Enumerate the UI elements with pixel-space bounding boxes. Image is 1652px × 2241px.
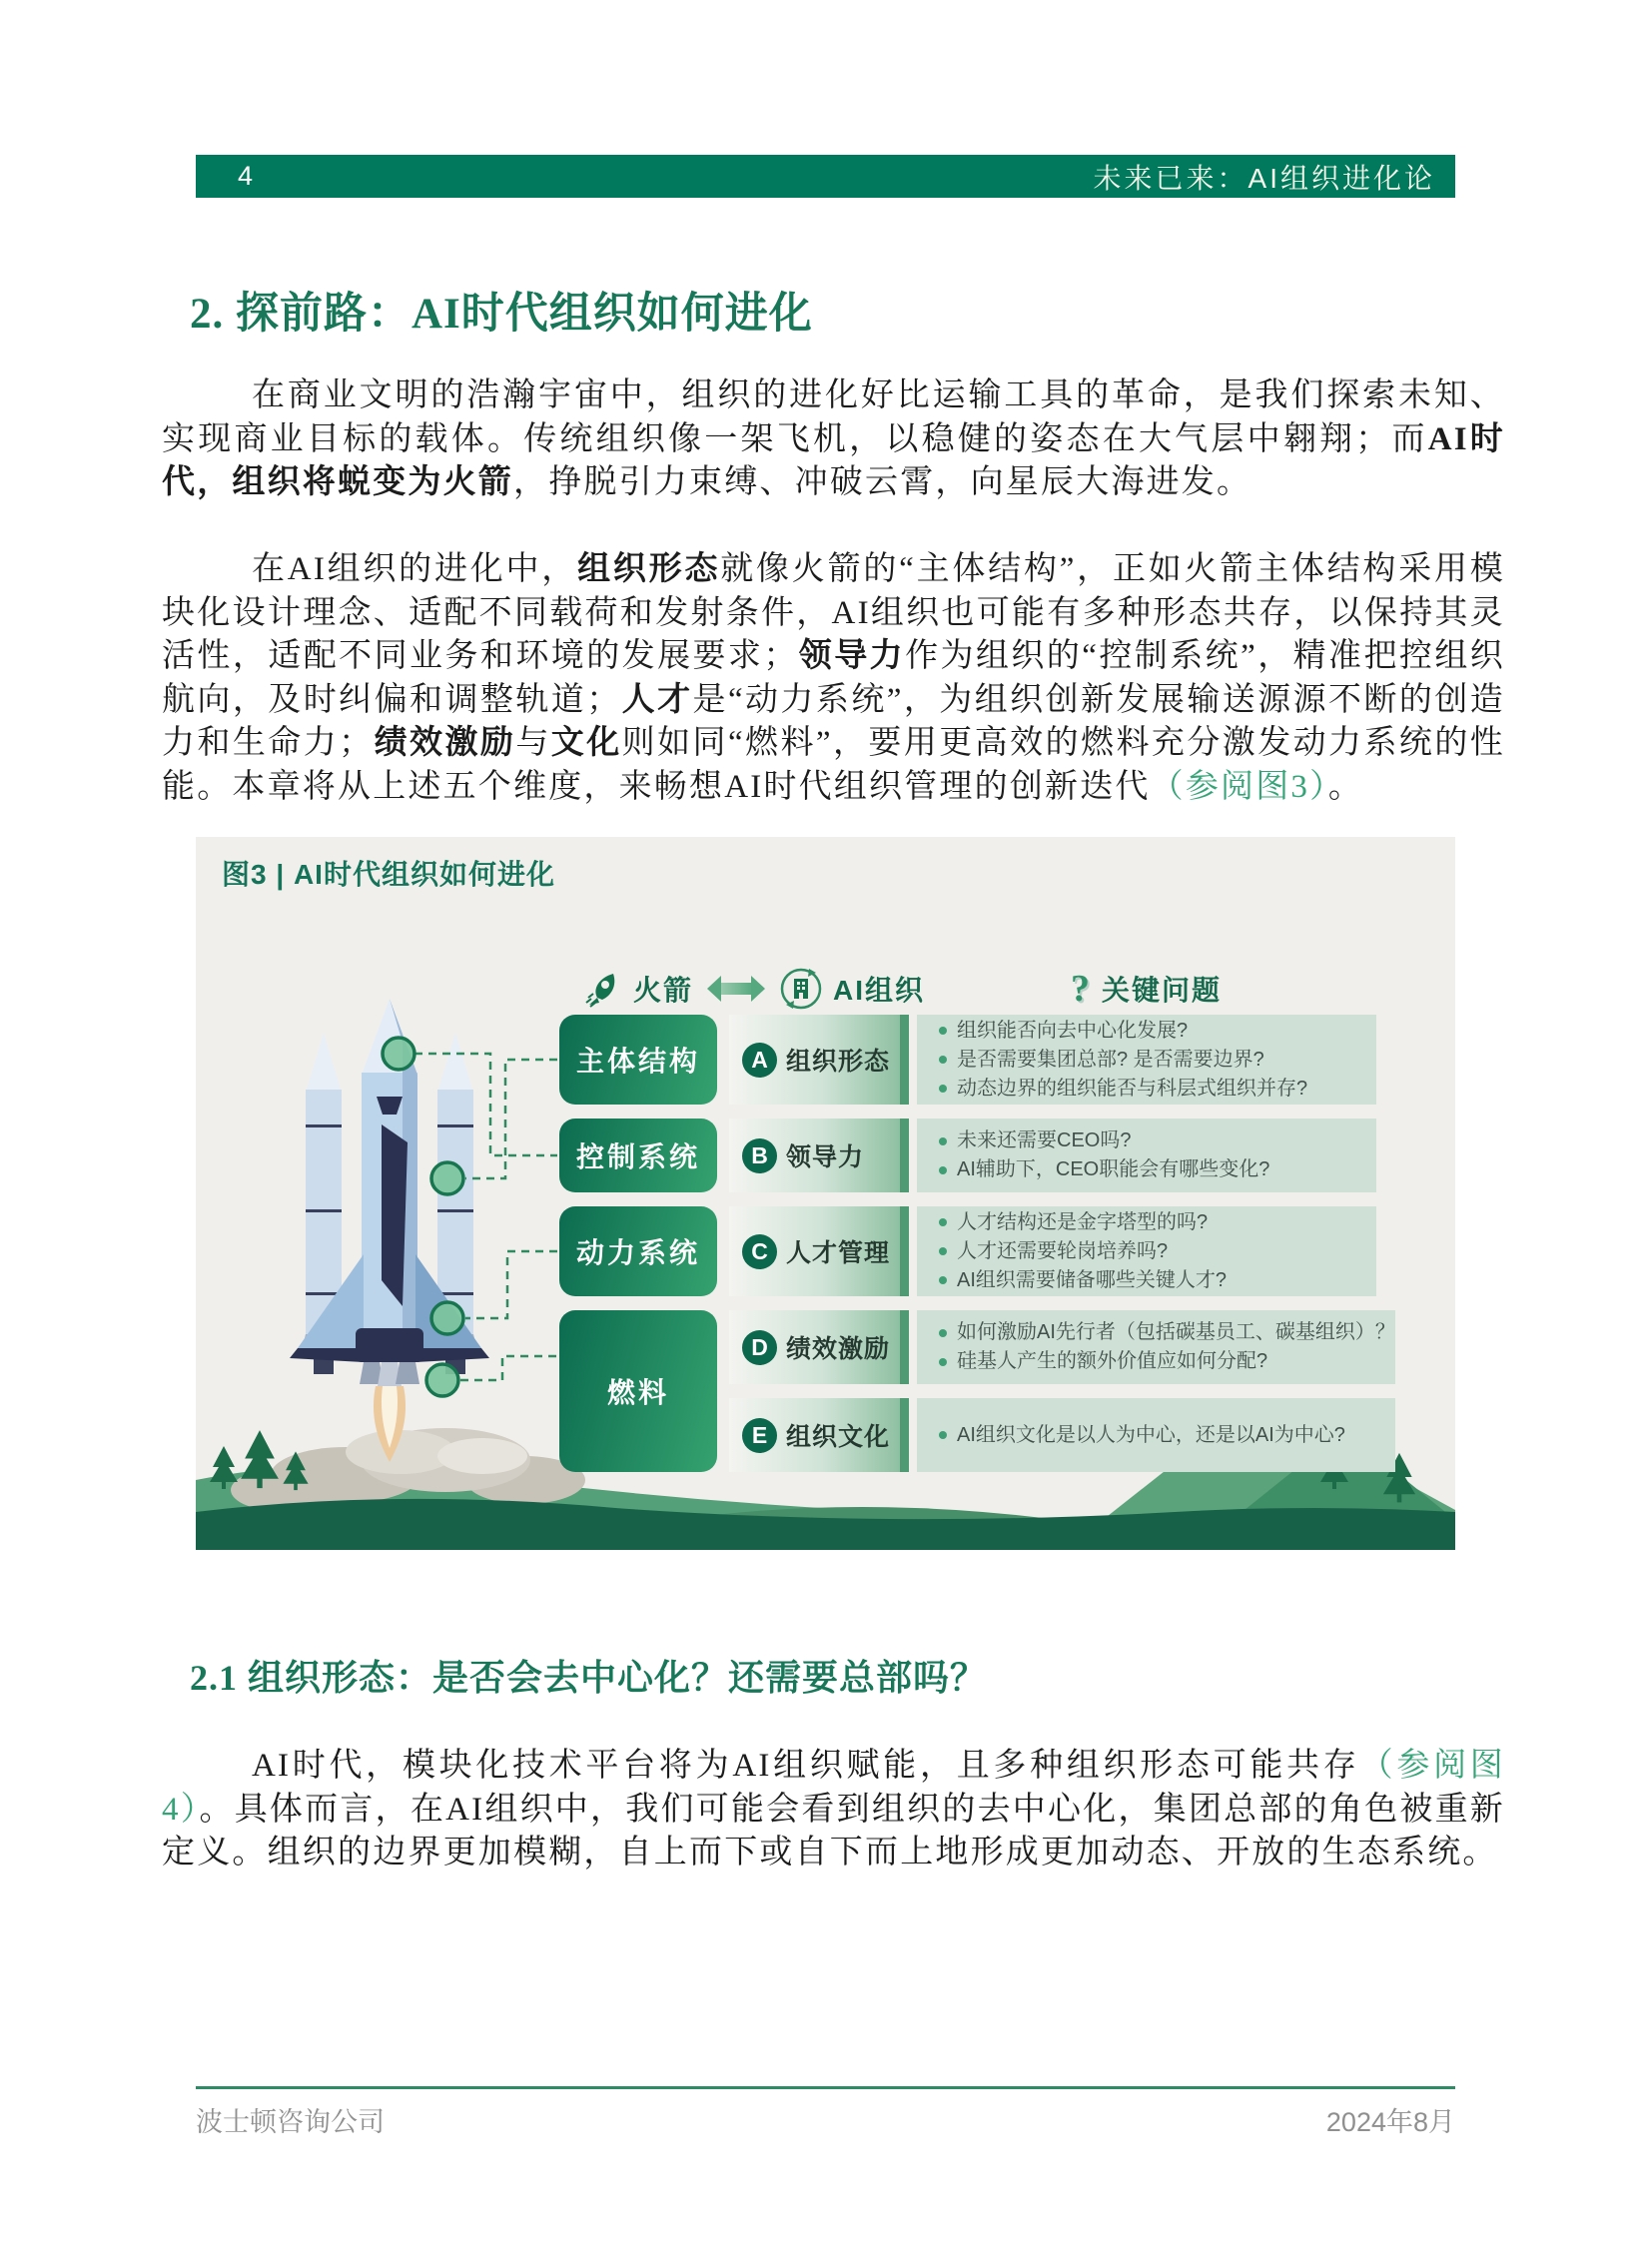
questions-list	[939, 1318, 1395, 1376]
bold-text: 领导力	[798, 638, 906, 674]
table-row	[559, 1119, 1376, 1192]
rocket-part-box: 动力系统	[559, 1206, 717, 1296]
text-segment: 是“动力系统”，为组织创新发展输送源源不断的创造力和生命力；	[162, 681, 1505, 761]
bold-text: 文化	[550, 725, 622, 761]
text-segment: 在商业文明的浩瀚宇宙中，组织的进化好比运输工具的革命，是我们探索未知、实现商业目标的载体。传统组织像一架飞机，以稳健的姿态在大气层中翱翔；而	[162, 377, 1505, 457]
concept-label: 人才管理	[786, 1239, 891, 1267]
text-segment: 。具体而言，在AI组织中，我们可能会看到组织的去中心化，集团总部的角色被重新定义。组织的边界更加模糊，自上而下或自下而上地形成更加动态、开放的生态系统。	[162, 1791, 1505, 1870]
fuel-row-group	[559, 1310, 1395, 1472]
questions-panel	[917, 1119, 1376, 1192]
fuel-subrows	[729, 1310, 1395, 1472]
page-number: 4	[238, 161, 254, 191]
question-item: 动态边界的组织能否与科层式组织并存?	[939, 1075, 1376, 1104]
letter-badge: A	[742, 1043, 777, 1078]
legend-ai-org-label: AI组织	[833, 975, 926, 1006]
questions-list	[939, 1421, 1395, 1450]
page-header-bar	[196, 155, 1455, 198]
concept-box	[729, 1310, 909, 1384]
table-row	[729, 1398, 1395, 1472]
text-segment: 。	[1327, 768, 1364, 805]
questions-list	[939, 1208, 1376, 1295]
letter-badge: B	[742, 1138, 777, 1173]
text-segment: 作为组织的“控制系统”，精准把控组织航向，及时纠偏和调整轨道；	[162, 638, 1505, 718]
concept-label: 组织文化	[786, 1423, 891, 1451]
footer-company: 波士顿咨询公司	[196, 2107, 385, 2137]
questions-list	[939, 1017, 1376, 1104]
rocket-icon	[585, 970, 623, 1008]
subsection-title: 2.1 组织形态：是否会去中心化？还需要总部吗？	[190, 1658, 988, 1698]
footer-date: 2024年8月	[1325, 2107, 1455, 2137]
concept-label: 绩效激励	[786, 1335, 891, 1363]
question-item: 是否需要集团总部? 是否需要边界?	[939, 1046, 1376, 1075]
table-row	[559, 1206, 1376, 1296]
text-segment: AI时代，模块化技术平台将为AI组织赋能，且多种组织形态可能共存	[252, 1748, 1360, 1784]
concept-box	[729, 1206, 909, 1296]
bold-text: 绩效激励	[374, 725, 516, 761]
ai-organization-icon	[779, 967, 823, 1011]
text-segment: ，挣脱引力束缚、冲破云霄，向星辰大海进发。	[513, 464, 1252, 500]
text-segment: 就像火箭的“主体结构”，正如火箭主体结构采用模块化设计理念、适配不同载荷和发射条件，AI组织也可能有多种形态共存，以保持其灵活性，适配不同业务和环境的发展要求；	[162, 551, 1505, 674]
legend-rocket-label: 火箭	[633, 975, 694, 1006]
text-segment: 在AI组织的进化中，	[252, 551, 578, 587]
header-title: 未来已来：AI组织进化论	[1093, 162, 1435, 194]
text-segment: 则如同“燃料”，要用更高效的燃料充分激发动力系统的性能。本章将从上述五个维度，来畅想AI时代组织管理的创新迭代	[162, 725, 1505, 805]
footer-divider	[196, 2086, 1455, 2089]
figure-legend-left	[585, 967, 925, 1011]
figure-3	[196, 837, 1455, 1550]
question-item: 人才结构还是金字塔型的吗?	[939, 1208, 1376, 1237]
concept-box	[729, 1015, 909, 1105]
letter-badge: E	[742, 1418, 777, 1453]
section-title: 2. 探前路：AI时代组织如何进化	[190, 291, 813, 338]
question-mark-icon: ?	[1071, 968, 1090, 1010]
figure-reference-link[interactable]: （参阅图3）	[1150, 768, 1328, 805]
figure-title: 图3 | AI时代组织如何进化	[222, 859, 555, 890]
text-segment: 与	[515, 725, 551, 761]
concept-box	[729, 1119, 909, 1192]
legend-questions-label: 关键问题	[1102, 975, 1223, 1006]
page-footer	[196, 2100, 1455, 2139]
rocket-illustration	[284, 997, 495, 1466]
bold-text: 组织形态	[577, 551, 721, 587]
paragraph-3	[162, 1745, 1505, 1875]
question-item: 人才还需要轮岗培养吗?	[939, 1237, 1376, 1266]
questions-panel	[917, 1310, 1395, 1384]
question-item: AI组织需要储备哪些关键人才?	[939, 1266, 1376, 1295]
rocket-part-box: 控制系统	[559, 1119, 717, 1192]
question-item: AI辅助下，CEO职能会有哪些变化?	[939, 1155, 1376, 1184]
concept-label: 组织形态	[786, 1048, 891, 1076]
question-item: 未来还需要CEO吗?	[939, 1126, 1376, 1155]
questions-panel	[917, 1206, 1376, 1296]
letter-badge: D	[742, 1330, 777, 1365]
question-item: 组织能否向去中心化发展?	[939, 1017, 1376, 1046]
paragraph-2	[162, 548, 1505, 809]
question-item: 如何激励AI先行者（包括碳基员工、碳基组织）？	[939, 1318, 1395, 1347]
table-row	[559, 1015, 1376, 1105]
questions-list	[939, 1126, 1376, 1184]
figure-table	[559, 1015, 1395, 1472]
exhaust-flame	[374, 1386, 406, 1462]
questions-panel	[917, 1398, 1395, 1472]
rocket-part-box: 主体结构	[559, 1015, 717, 1105]
concept-label: 领导力	[786, 1143, 865, 1171]
table-row	[729, 1310, 1395, 1384]
double-arrow-icon	[707, 976, 765, 1002]
rocket-part-box: 燃料	[559, 1310, 717, 1472]
letter-badge: C	[742, 1234, 777, 1269]
bold-text: 人才	[621, 681, 693, 718]
question-item: 硅基人产生的额外价值应如何分配?	[939, 1347, 1395, 1376]
paragraph-1	[162, 374, 1505, 505]
questions-panel	[917, 1015, 1376, 1105]
figure-legend-right	[1071, 967, 1222, 1011]
bold-text: AI时代，组织将蜕变为火箭	[162, 420, 1505, 500]
concept-box	[729, 1398, 909, 1472]
figure-reference-link[interactable]: （参阅图4）	[162, 1748, 1505, 1828]
question-item: AI组织文化是以人为中心，还是以AI为中心?	[939, 1421, 1395, 1450]
